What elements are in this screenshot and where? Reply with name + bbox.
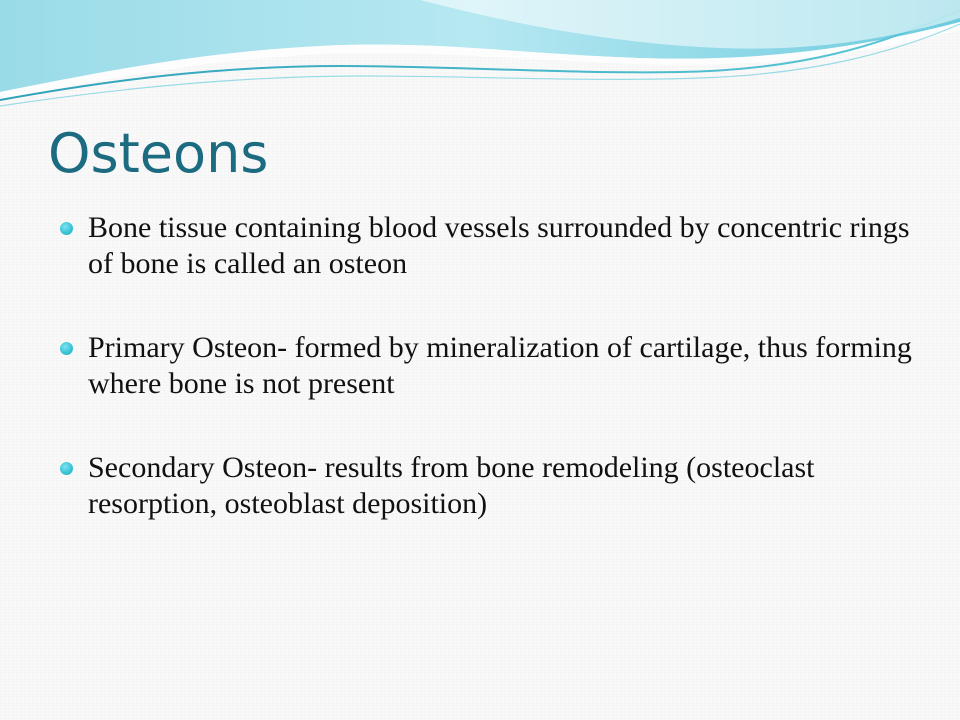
bullet-list [58, 210, 918, 570]
bullet-item [58, 210, 918, 282]
bullet-text: Primary Osteon- formed by mineralization of cartilage, thus forming where bone is not present [88, 331, 912, 400]
bullet-item [58, 450, 918, 522]
wave-banner-decoration [0, 0, 960, 120]
slide-title: Osteons [48, 122, 269, 185]
bullet-icon [60, 222, 73, 235]
bullet-icon [60, 342, 73, 355]
bullet-icon [60, 462, 73, 475]
bullet-text: Bone tissue containing blood vessels surrounded by concentric rings of bone is called an osteon [88, 211, 910, 280]
bullet-item [58, 330, 918, 402]
bullet-text: Secondary Osteon- results from bone remodeling (osteoclast resorption, osteoblast deposition) [88, 451, 815, 520]
